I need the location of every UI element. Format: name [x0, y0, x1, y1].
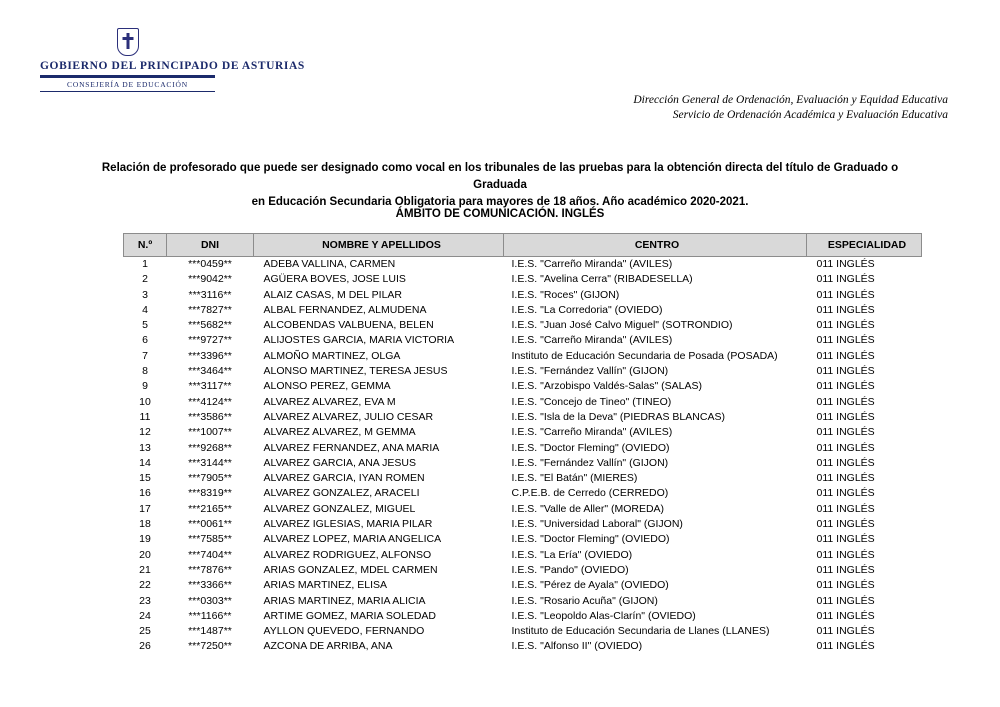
cell-number: 9 [142, 380, 148, 393]
cell-speciality: 011 INGLÉS [816, 548, 875, 561]
section-title: ÁMBITO DE COMUNICACIÓN. INGLÉS [395, 208, 605, 220]
cell-number: 14 [139, 456, 151, 469]
cell-name: ARIAS MARTINEZ, MARIA ALICIA [263, 594, 426, 607]
cell-number: 13 [139, 441, 151, 454]
cell-dni: ***3396** [188, 349, 232, 362]
cell-speciality: 011 INGLÉS [816, 472, 875, 485]
cell-dni: ***3116** [188, 288, 232, 301]
cell-centre: I.E.S. "Carreño Miranda" (AVILES) [511, 334, 673, 347]
cell-centre: I.E.S. "Rosario Acuña" (GIJON) [511, 594, 658, 607]
cell-dni: ***2165** [188, 502, 232, 515]
cell-name: ALVAREZ ALVAREZ, EVA M [263, 395, 396, 408]
cell-speciality: 011 INGLÉS [816, 594, 875, 607]
table-row [124, 578, 922, 593]
cell-centre: I.E.S. "Arzobispo Valdés-Salas" (SALAS) [511, 380, 703, 393]
cell-centre: I.E.S. "La Ería" (OVIEDO) [511, 548, 633, 561]
table-row [124, 349, 922, 364]
cell-speciality: 011 INGLÉS [816, 456, 875, 469]
cell-speciality: 011 INGLÉS [816, 640, 875, 653]
cell-speciality: 011 INGLÉS [816, 410, 875, 423]
table-row [124, 486, 922, 501]
table-row [124, 532, 922, 547]
cell-centre: I.E.S. "Fernández Vallín" (GIJON) [511, 456, 669, 469]
government-logo [40, 28, 305, 92]
cell-centre: I.E.S. "Alfonso II" (OVIEDO) [511, 640, 643, 653]
page-title-line-2: en Educación Secundaria Obligatoria para mayores de 18 años. Año académico 2020-2021. [251, 196, 749, 208]
cell-centre: I.E.S. "La Corredoria" (OVIEDO) [511, 303, 663, 316]
cell-number: 22 [139, 579, 151, 592]
cell-dni: ***3586** [188, 410, 232, 423]
table-header-row [124, 234, 922, 257]
cell-centre: I.E.S. "Doctor Fleming" (OVIEDO) [511, 441, 670, 454]
cell-speciality: 011 INGLÉS [816, 502, 875, 515]
cell-speciality: 011 INGLÉS [816, 395, 875, 408]
cell-dni: ***3366** [188, 579, 232, 592]
cell-centre: C.P.E.B. de Cerredo (CERREDO) [511, 487, 669, 500]
cell-speciality: 011 INGLÉS [816, 258, 875, 270]
cell-name: ALMOÑO MARTINEZ, OLGA [263, 349, 401, 362]
cell-centre: I.E.S. "Carreño Miranda" (AVILES) [511, 426, 673, 439]
cell-speciality: 011 INGLÉS [816, 518, 875, 531]
table-row [124, 502, 922, 517]
cell-speciality: 011 INGLÉS [816, 563, 875, 576]
table-row [124, 395, 922, 410]
cell-number: 12 [139, 426, 151, 439]
cell-dni: ***7250** [188, 640, 232, 653]
cell-centre: I.E.S. "Juan José Calvo Miguel" (SOTRONDIO) [511, 319, 733, 332]
government-logo-title: GOBIERNO DEL PRINCIPADO DE ASTURIAS [40, 60, 305, 72]
cell-number: 16 [139, 487, 151, 500]
cell-name: ALVAREZ FERNANDEZ, ANA MARIA [263, 441, 440, 454]
cell-number: 6 [142, 334, 148, 347]
cell-centre: I.E.S. "El Batán" (MIERES) [511, 472, 638, 485]
cell-name: AZCONA DE ARRIBA, ANA [263, 640, 393, 653]
logo-rule-bottom [40, 91, 215, 92]
cell-speciality: 011 INGLÉS [816, 533, 875, 546]
cell-name: ALVAREZ RODRIGUEZ, ALFONSO [263, 548, 432, 561]
cell-centre: I.E.S. "Carreño Miranda" (AVILES) [511, 258, 673, 270]
cell-speciality: 011 INGLÉS [816, 579, 875, 592]
cell-name: AGÜERA BOVES, JOSE LUIS [263, 273, 406, 286]
cell-number: 2 [142, 273, 148, 286]
cell-centre: Instituto de Educación Secundaria de Posada (POSADA) [511, 349, 778, 362]
cell-dni: ***9727** [188, 334, 232, 347]
cell-centre: I.E.S. "Roces" (GIJON) [511, 288, 620, 301]
department-line-2: Servicio de Ordenación Académica y Evaluación Educativa [672, 109, 948, 121]
cell-name: ALAIZ CASAS, M DEL PILAR [263, 288, 402, 301]
cell-name: ALVAREZ ALVAREZ, JULIO CESAR [263, 410, 434, 423]
cell-dni: ***5682** [188, 319, 232, 332]
cell-number: 21 [139, 563, 151, 576]
cell-number: 8 [142, 365, 148, 378]
cell-dni: ***3144** [188, 456, 232, 469]
cell-number: 25 [139, 625, 151, 638]
cell-number: 7 [142, 349, 148, 362]
government-logo-subtitle: CONSEJERÍA DE EDUCACIÓN [67, 80, 188, 89]
cell-number: 11 [139, 410, 151, 423]
cell-dni: ***1007** [188, 426, 232, 439]
cell-name: ALVAREZ GONZALEZ, ARACELI [263, 487, 420, 500]
cell-name: ALVAREZ LOPEZ, MARIA ANGELICA [263, 533, 442, 546]
table-row [124, 288, 922, 303]
cell-name: ARTIME GOMEZ, MARIA SOLEDAD [263, 609, 437, 622]
table-row [124, 456, 922, 471]
cell-centre: I.E.S. "Doctor Fleming" (OVIEDO) [511, 533, 670, 546]
table-row [124, 303, 922, 318]
teacher-listing-table [123, 233, 922, 655]
column-header-centre: CENTRO [504, 234, 807, 257]
cell-name: ALVAREZ IGLESIAS, MARIA PILAR [263, 518, 433, 531]
table-row [124, 548, 922, 563]
cell-centre: I.E.S. "Leopoldo Alas-Clarín" (OVIEDO) [511, 609, 696, 622]
cell-dni: ***1487** [188, 625, 232, 638]
page-title [100, 160, 900, 211]
cell-speciality: 011 INGLÉS [816, 349, 875, 362]
cell-dni: ***3117** [188, 380, 232, 393]
cell-dni: ***3464** [188, 365, 232, 378]
cell-name: ALVAREZ GONZALEZ, MIGUEL [263, 502, 416, 515]
column-header-number: N.º [124, 234, 167, 257]
cell-dni: ***8319** [188, 487, 232, 500]
column-header-speciality: ESPECIALIDAD [807, 234, 922, 257]
table-row [124, 471, 922, 486]
table-row [124, 257, 922, 273]
table-row [124, 624, 922, 639]
cell-speciality: 011 INGLÉS [816, 303, 875, 316]
table-row [124, 609, 922, 624]
cell-centre: I.E.S. "Pérez de Ayala" (OVIEDO) [511, 579, 669, 592]
table-row [124, 563, 922, 578]
cell-speciality: 011 INGLÉS [816, 319, 875, 332]
cell-speciality: 011 INGLÉS [816, 609, 875, 622]
table-row [124, 272, 922, 287]
page-title-line-1: Relación de profesorado que puede ser designado como vocal en los tribunales de las pruebas para la obtención directa del título de Graduado o Graduada [101, 162, 899, 191]
cell-name: ADEBA VALLINA, CARMEN [263, 258, 396, 270]
table-row [124, 517, 922, 532]
cell-centre: I.E.S. "Isla de la Deva" (PIEDRAS BLANCAS) [511, 410, 725, 423]
table-row [124, 318, 922, 333]
cell-number: 1 [142, 258, 148, 270]
cell-name: ALBAL FERNANDEZ, ALMUDENA [263, 303, 427, 316]
cell-speciality: 011 INGLÉS [816, 426, 875, 439]
cell-name: ALONSO MARTINEZ, TERESA JESUS [263, 365, 448, 378]
table-row [124, 410, 922, 425]
table-head [124, 234, 922, 257]
table-row [124, 441, 922, 456]
table-row [124, 333, 922, 348]
column-header-name: NOMBRE Y APELLIDOS [254, 234, 504, 257]
cell-name: ARIAS MARTINEZ, ELISA [263, 579, 388, 592]
cell-name: ALIJOSTES GARCIA, MARIA VICTORIA [263, 334, 455, 347]
cell-number: 15 [139, 472, 151, 485]
cell-name: ALVAREZ GARCIA, ANA JESUS [263, 456, 416, 469]
asturias-shield-icon [117, 28, 139, 56]
cell-number: 24 [139, 609, 151, 622]
cell-centre: Instituto de Educación Secundaria de Llanes (LLANES) [511, 625, 770, 638]
cell-centre: I.E.S. "Fernández Vallín" (GIJON) [511, 365, 669, 378]
cell-dni: ***7876** [188, 563, 232, 576]
cell-speciality: 011 INGLÉS [816, 487, 875, 500]
cell-speciality: 011 INGLÉS [816, 441, 875, 454]
cell-number: 26 [139, 640, 151, 653]
cell-dni: ***0303** [188, 594, 232, 607]
cell-speciality: 011 INGLÉS [816, 334, 875, 347]
cell-number: 3 [142, 288, 148, 301]
cell-dni: ***0459** [188, 258, 232, 270]
cell-number: 20 [139, 548, 151, 561]
cell-number: 5 [142, 319, 148, 332]
cell-speciality: 011 INGLÉS [816, 365, 875, 378]
cell-name: ALVAREZ GARCIA, IYAN ROMEN [263, 472, 425, 485]
cell-speciality: 011 INGLÉS [816, 380, 875, 393]
cell-dni: ***7827** [188, 303, 232, 316]
cell-dni: ***9042** [188, 273, 232, 286]
table-row [124, 364, 922, 379]
cell-speciality: 011 INGLÉS [816, 625, 875, 638]
cell-name: ARIAS GONZALEZ, MDEL CARMEN [263, 563, 438, 576]
cell-number: 23 [139, 594, 151, 607]
cell-name: AYLLON QUEVEDO, FERNANDO [263, 625, 425, 638]
cell-dni: ***1166** [188, 609, 232, 622]
cell-dni: ***0061** [188, 518, 232, 531]
table-row [124, 639, 922, 654]
department-line-1: Dirección General de Ordenación, Evaluación y Equidad Educativa [633, 94, 948, 106]
cell-centre: I.E.S. "Valle de Aller" (MOREDA) [511, 502, 665, 515]
cell-name: ALCOBENDAS VALBUENA, BELEN [263, 319, 434, 332]
cell-dni: ***9268** [188, 441, 232, 454]
column-header-dni: DNI [167, 234, 254, 257]
table-row [124, 425, 922, 440]
cell-centre: I.E.S. "Universidad Laboral" (GIJON) [511, 518, 683, 531]
cell-speciality: 011 INGLÉS [816, 273, 875, 286]
cell-centre: I.E.S. "Concejo de Tineo" (TINEO) [511, 395, 672, 408]
cell-number: 4 [142, 303, 148, 316]
cell-dni: ***7404** [188, 548, 232, 561]
cell-centre: I.E.S. "Avelina Cerra" (RIBADESELLA) [511, 273, 693, 286]
cell-number: 17 [139, 502, 151, 515]
cell-speciality: 011 INGLÉS [816, 288, 875, 301]
cell-number: 19 [139, 533, 151, 546]
cell-dni: ***4124** [188, 395, 232, 408]
table-row [124, 379, 922, 394]
cell-number: 18 [139, 518, 151, 531]
listing-table-container [123, 233, 907, 655]
cell-dni: ***7905** [188, 472, 232, 485]
cell-name: ALVAREZ ALVAREZ, M GEMMA [263, 426, 416, 439]
cell-name: ALONSO PEREZ, GEMMA [263, 380, 391, 393]
cell-dni: ***7585** [188, 533, 232, 546]
document-header [0, 28, 1000, 128]
department-heading [633, 93, 948, 123]
table-row [124, 594, 922, 609]
cell-centre: I.E.S. "Pando" (OVIEDO) [511, 563, 629, 576]
cell-number: 10 [139, 395, 151, 408]
table-body [124, 257, 922, 655]
